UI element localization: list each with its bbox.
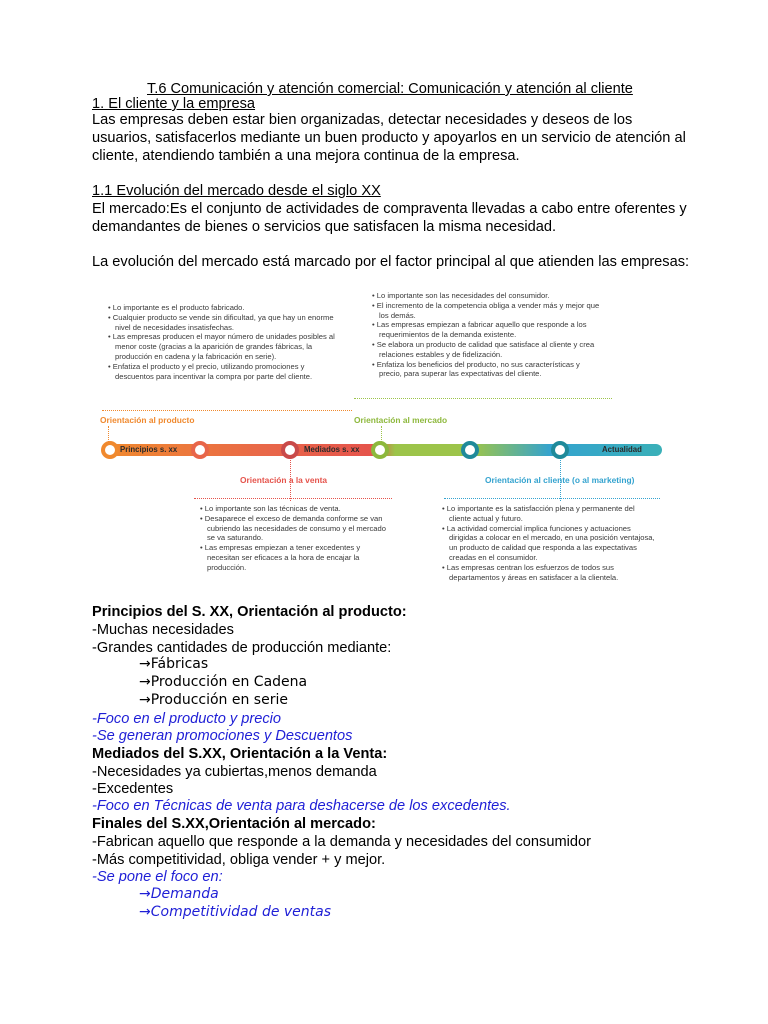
bullet-item: • Enfatiza los beneficios del producto, no sus características y precio, para superar las expectativas del cliente. xyxy=(372,360,604,380)
producto-divider xyxy=(102,410,352,411)
label-orientacion-venta: Orientación a la venta xyxy=(240,475,328,485)
paragraph-line: cliente, atendiendo también a una mejora continua de la empresa. xyxy=(92,148,520,164)
note-line: -Necesidades ya cubiertas,menos demanda xyxy=(92,764,377,780)
note-line: -Grandes cantidades de producción mediante: xyxy=(92,640,392,656)
bullet-item: • Las empresas empiezan a fabricar aquello que responde a los requerimientos de la demanda existente. xyxy=(372,320,604,340)
subsection-heading: 1.1 Evolución del mercado desde el siglo XX xyxy=(92,183,381,199)
paragraph-line: La evolución del mercado está marcado por el factor principal al que atienden las empresas: xyxy=(92,254,690,270)
timeline-node xyxy=(463,443,477,457)
bullet-item: • Enfatiza el producto y el precio, utilizando promociones y descuentos para incentivar la compra por parte del cliente. xyxy=(108,362,340,382)
timeline-bar xyxy=(96,436,672,466)
paragraph-line: El mercado:Es el conjunto de actividades de compraventa llevadas a cabo entre oferentes y xyxy=(92,201,687,217)
notes-heading: Principios del S. XX, Orientación al producto: xyxy=(92,604,407,620)
arrow-item: →Demanda xyxy=(139,886,219,902)
mercado-description-box xyxy=(372,291,604,379)
producto-description-box xyxy=(108,303,340,381)
bullet-item: • Se elabora un producto de calidad que satisface al cliente y crea relaciones estables y de fidelización. xyxy=(372,340,604,360)
notes-heading: Finales del S.XX,Orientación al mercado: xyxy=(92,816,376,832)
bullet-item: • Las empresas producen el mayor número de unidades posibles al menor coste (gracias a la aparición de grandes fábricas, la producción en cadena y la fabricación en serie). xyxy=(108,332,340,361)
note-line: -Muchas necesidades xyxy=(92,622,234,638)
venta-divider xyxy=(194,498,392,499)
paragraph-line: usuarios, satisfacerlos mediante un buen producto y apoyarlos en un servicio de atención al xyxy=(92,130,686,146)
venta-description-box xyxy=(200,504,390,573)
bullet-item: • El incremento de la competencia obliga a vender más y mejor que los demás. xyxy=(372,301,604,321)
bullet-item: • Lo importante son las necesidades del consumidor. xyxy=(372,291,604,301)
bullet-item: • La actividad comercial implica funciones y actuaciones dirigidas a colocar en el mercado, en una posición ventajosa, un producto de calidad que responda a las expectativas creadas en el consumidor. xyxy=(442,524,656,563)
highlight-note: -Se generan promociones y Descuentos xyxy=(92,728,353,744)
timeline-node xyxy=(553,443,567,457)
section-heading: 1. El cliente y la empresa xyxy=(92,96,256,112)
bullet-item: • Lo importante son las técnicas de venta. xyxy=(200,504,390,514)
timeline-label-end: Actualidad xyxy=(602,445,642,454)
bullet-item: • Las empresas empiezan a tener excedentes y necesitan ser eficaces a la hora de encajar la producción. xyxy=(200,543,390,572)
bullet-item: • Lo importante es el producto fabricado. xyxy=(108,303,340,313)
bullet-item: • Lo importante es la satisfacción plena y permanente del cliente actual y futuro. xyxy=(442,504,656,524)
label-orientacion-producto: Orientación al producto xyxy=(100,415,195,425)
label-orientacion-mercado: Orientación al mercado xyxy=(354,415,448,425)
arrow-item: →Competitividad de ventas xyxy=(139,904,332,920)
timeline-label-middle: Mediados s. xx xyxy=(304,445,360,454)
highlight-note: -Foco en Técnicas de venta para deshacerse de los excedentes. xyxy=(92,798,511,814)
note-line: -Excedentes xyxy=(92,781,174,797)
highlight-note: -Foco en el producto y precio xyxy=(92,711,282,727)
market-evolution-infographic xyxy=(96,285,672,603)
note-line: -Fabrican aquello que responde a la demanda y necesidades del consumidor xyxy=(92,834,591,850)
arrow-item: →Producción en serie xyxy=(139,692,288,708)
bullet-item: • Las empresas centran los esfuerzos de todos sus departamentos y áreas en satisfacer a la clientela. xyxy=(442,563,656,583)
timeline-node xyxy=(193,443,207,457)
paragraph-line: demandantes de bienes o servicios que satisfacen la misma necesidad. xyxy=(92,219,557,235)
notes-heading: Mediados del S.XX, Orientación a la Venta: xyxy=(92,746,388,762)
note-line: -Más competitividad, obliga vender + y mejor. xyxy=(92,852,386,868)
cliente-description-box xyxy=(442,504,656,582)
timeline-node xyxy=(103,443,117,457)
timeline-label-start: Principios s. xx xyxy=(120,445,178,454)
arrow-item: →Fábricas xyxy=(139,656,209,672)
paragraph-line: Las empresas deben estar bien organizadas, detectar necesidades y deseos de los xyxy=(92,112,633,128)
label-orientacion-cliente: Orientación al cliente (o al marketing) xyxy=(485,475,635,485)
bullet-item: • Desaparece el exceso de demanda conforme se van cubriendo las necesidades de consumo y el mercado se va saturando. xyxy=(200,514,390,543)
bullet-item: • Cualquier producto se vende sin dificultad, ya que hay un enorme nivel de necesidades insatisfechas. xyxy=(108,313,340,333)
cliente-divider xyxy=(444,498,660,499)
highlight-note: -Se pone el foco en: xyxy=(92,869,223,885)
document-title: T.6 Comunicación y atención comercial: Comunicación y atención al cliente xyxy=(147,81,633,97)
timeline-node xyxy=(283,443,297,457)
timeline-node xyxy=(373,443,387,457)
mercado-divider xyxy=(354,398,612,399)
arrow-item: →Producción en Cadena xyxy=(139,674,308,690)
